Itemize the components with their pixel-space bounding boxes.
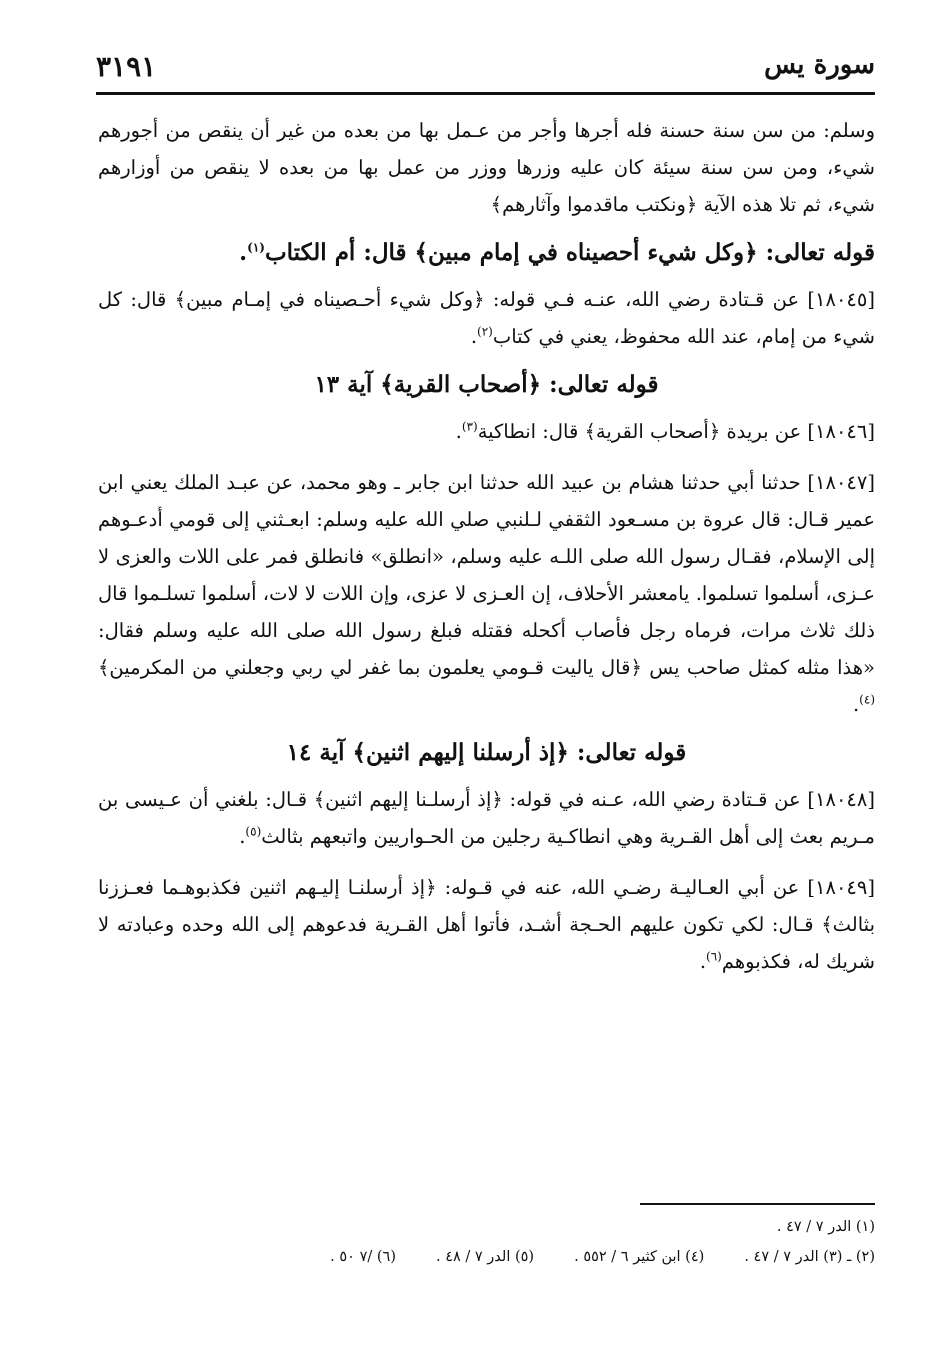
header-divider xyxy=(96,92,875,95)
entry-18045 xyxy=(98,281,875,355)
entry-18046-text: [١٨٠٤٦] عن بريدة ﴿أصحاب القرية﴾ قال: انطاكية xyxy=(477,420,875,443)
footnote-4: (٤) ابن كثير ٦ / ٥٥٢ . xyxy=(574,1249,705,1265)
footnote-divider xyxy=(640,1203,875,1205)
section-heading-1 xyxy=(98,231,875,275)
entry-18047-text: [١٨٠٤٧] حدثنا أبي حدثنا هشام بن عبيد الله حدثنا ابن جابر ـ وهو محمد، عن عبـد الملك يعني ابن عمير قـال: قال عروة بن مسـعود الثقفي لـلنبي صلي الله عليه وسلم: ابعـثني إلى قومي أدعـوهم إلى الإسلام، فقـال رسول الله صلى اللـه عليه وسلم، «انطلق» فانطلق فمر على اللات والعزى لا عـزى، أسلموا تسلموا. يامعشر الأحلاف، إن العـزى لا عزى، وإن اللات لا لات، أسلموا تسلـموا قال ذلك ثلاث مرات، فرماه رجل فأصاب أكحله فقتله فبلغ رسول الله صلى الله عليه وسلم فقال: «هذا مثله كمثل صاحب يس ﴿قال ياليت قـومي يعلمون بما غفر لي ربي وجعلني من المكرمين﴾ xyxy=(98,471,875,679)
footnote-marker-5: (٥) xyxy=(245,824,262,839)
paragraph-continuation: وسلم: من سن سنة حسنة فله أجرها وأجر من عـمل بها من بعده من غير أن ينقص من أجورهم شيء، ومن سن سنة سيئة كان عليه وزرها ووزر من عمل بها من بعده لا ينقص من أوزارهم شيء، ثم تلا هذه الآية ﴿ونكتب ماقدموا وآثارهم﴾ xyxy=(98,119,875,216)
footnote-marker-2: (٢) xyxy=(477,324,493,339)
page-body xyxy=(98,112,875,988)
section-heading-2: قوله تعالى: ﴿أصحاب القرية﴾ آية ١٣ xyxy=(314,371,659,398)
footnote-marker-6: (٦) xyxy=(706,949,722,964)
footnote-marker-1: (١) xyxy=(247,240,265,255)
entry-18046-tail: . xyxy=(455,420,462,443)
section-heading-3: قوله تعالى: ﴿إذ أرسلنا إليهم اثنين﴾ آية ١٤ xyxy=(286,739,687,766)
footnote-5: (٥) الدر ٧ / ٤٨ . xyxy=(435,1249,535,1265)
heading-1-tail: . xyxy=(239,239,248,266)
surah-title: سورة يس xyxy=(764,50,875,80)
entry-18046 xyxy=(98,413,875,450)
footnotes xyxy=(140,1212,875,1272)
entry-18047 xyxy=(98,464,875,723)
footnote-1: (١) الدر ٧ / ٤٧ . xyxy=(776,1219,875,1235)
footnote-line-2 xyxy=(140,1242,875,1272)
heading-1-text: قوله تعالى: ﴿وكل شيء أحصيناه في إمام مبين﴾ قال: أم الكتاب xyxy=(264,239,875,266)
footnote-line-1 xyxy=(140,1212,875,1242)
entry-18049-text: [١٨٠٤٩] عن أبي العـاليـة رضـي الله، عنه في قـوله: ﴿إذ أرسلنـا إليـهم اثنين فكذبوهـما فعـززنا بثالث﴾ قـال: لكي تكون عليهم الحـجة أشـد، فأتوا أهل القـرية فدعوهم إلى الله وحده وعبادته لا شريك له، فكذبوهم xyxy=(98,876,875,973)
page-header xyxy=(96,40,875,94)
entry-18048-text: [١٨٠٤٨] عن قـتادة رضي الله، عـنه في قوله: ﴿إذ أرسلـنا إليهم اثنين﴾ قـال: بلغني أن عـيسى بن مـريم بعث إلى أهل القـرية وهي انطاكـية رجلين من الحـواريين واتبعهم بثالث xyxy=(98,788,875,848)
entry-18045-text: [١٨٠٤٥] عن قـتادة رضي الله، عنـه فـي قوله: ﴿وكل شيء أحـصيناه في إمـام مبين﴾ قال: كل شيء من إمام، عند الله محفوظ، يعني في كتاب xyxy=(98,288,875,348)
entry-18048-tail: . xyxy=(239,825,246,848)
entry-18049-tail: . xyxy=(699,950,707,973)
footnote-marker-3: (٣) xyxy=(461,419,478,434)
entry-18047-tail: . xyxy=(852,693,860,716)
footnote-marker-4: (٤) xyxy=(859,692,875,707)
entry-18049 xyxy=(98,869,875,980)
entry-18045-tail: . xyxy=(470,325,478,348)
footnote-2-3: (٢) ـ (٣) الدر ٧ / ٤٧ . xyxy=(744,1249,875,1265)
footnote-6: (٦) /٧ ٥٠ . xyxy=(330,1249,396,1265)
entry-18048 xyxy=(98,781,875,855)
page-number: ٣١٩١ xyxy=(96,50,157,83)
